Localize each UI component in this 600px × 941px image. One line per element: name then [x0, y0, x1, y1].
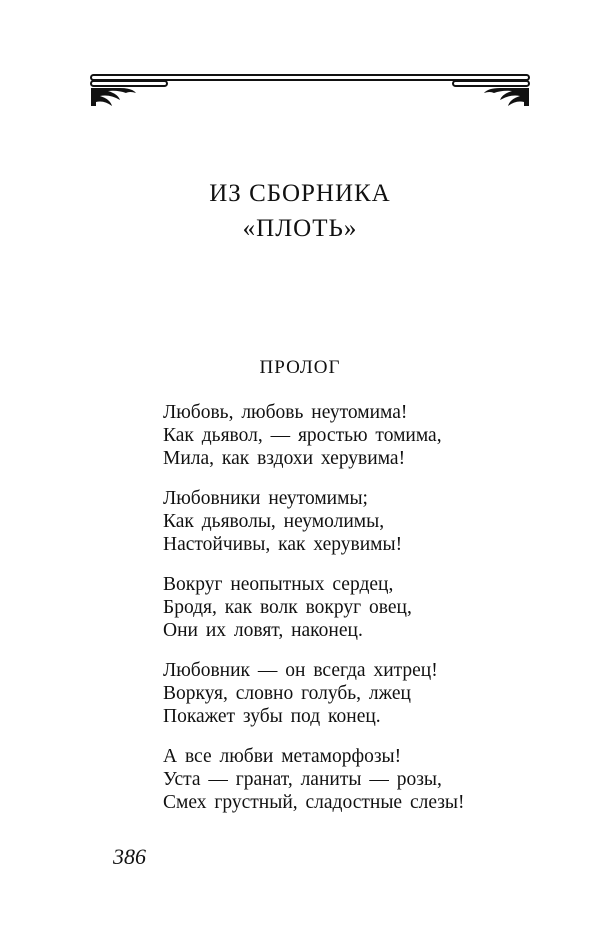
- poem-line: А все любви метаморфозы!: [163, 746, 402, 767]
- poem-line: Бродя, как волк вокруг овец,: [163, 597, 412, 618]
- section-title: ИЗ СБОРНИКА: [209, 180, 391, 207]
- poem-line: Смех грустный, сладостные слезы!: [163, 792, 465, 813]
- poem-line: Любовь, любовь неутомима!: [163, 402, 408, 423]
- left-scroll-flourish: [91, 88, 136, 106]
- stanza: [163, 659, 465, 728]
- right-scroll-flourish: [484, 88, 529, 106]
- stanza: [163, 573, 465, 642]
- poem-line: Мила, как вздохи херувима!: [163, 448, 406, 469]
- poem-line: Вокруг неопытных сердец,: [163, 574, 394, 595]
- page-number: 386: [113, 844, 146, 869]
- stanza: [163, 745, 465, 814]
- section-subtitle: «ПЛОТЬ»: [242, 215, 358, 242]
- poem-body: [163, 401, 465, 831]
- poem-line: Как дьяволы, неумолимы,: [163, 511, 385, 532]
- poem-line: Настойчивы, как херувимы!: [163, 534, 403, 555]
- poem-line: Любовники неутомимы;: [163, 488, 368, 509]
- poem-line: Любовник — он всегда хитрец!: [163, 660, 438, 681]
- poem-line: Уста — гранат, ланиты — розы,: [163, 769, 442, 790]
- stanza: [163, 401, 465, 470]
- poem-line: Воркуя, словно голубь, лжец: [163, 683, 411, 704]
- decorative-header-ornament: [90, 74, 530, 108]
- stanza: [163, 487, 465, 556]
- poem-line: Как дьявол, — яростью томима,: [163, 425, 442, 446]
- poem-title: ПРОЛОГ: [259, 357, 341, 378]
- poem-line: Покажет зубы под конец.: [163, 706, 381, 727]
- poem-line: Они их ловят, наконец.: [163, 620, 363, 641]
